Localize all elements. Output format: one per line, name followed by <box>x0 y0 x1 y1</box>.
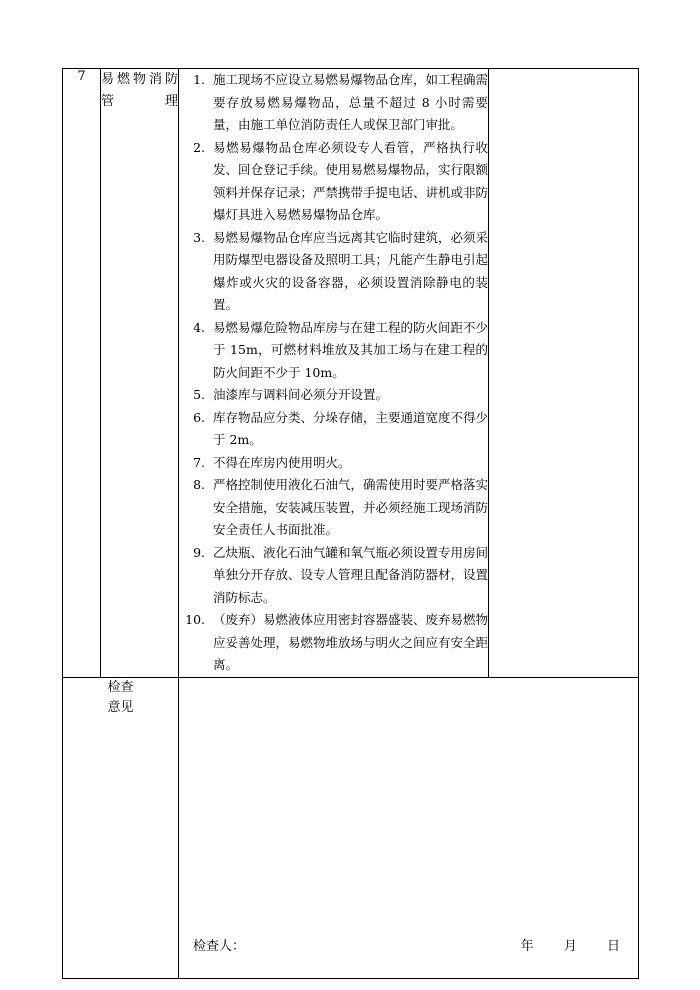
list-item: 7. 不得在库房内使用明火。 <box>209 452 488 475</box>
list-item: 1. 施工现场不应设立易燃易爆物品仓库，如工程确需要存放易燃易爆物品，总量不超过 8 小时需要量，由施工单位消防责任人或保卫部门审批。 <box>209 69 488 137</box>
list-item: 4. 易燃易爆危险物品库房与在建工程的防火间距不少于 15m，可燃材料堆放及其加工场与在建工程的防火间距不少于 10m。 <box>209 317 488 385</box>
clause-list <box>179 69 488 677</box>
row-result-cell[interactable] <box>489 69 639 678</box>
list-item: 2. 易燃易爆物品仓库必须设专人看管，严格执行收发、回仓登记手续。使用易燃易爆物品，实行限额领料并保存记录；严禁携带手提电话、讲机或非防爆灯具进入易燃易爆物品仓库。 <box>209 137 488 227</box>
list-item: 6. 库存物品应分类、分垛存储，主要通道宽度不得少于 2m。 <box>209 407 488 452</box>
inspection-opinion-label-line1: 检查 <box>107 679 134 695</box>
signature-row <box>179 935 638 954</box>
table-row <box>63 69 639 678</box>
row-item-cell <box>101 69 179 678</box>
date-year-label: 年 <box>520 938 534 954</box>
inspection-opinion-label <box>63 677 179 978</box>
inspection-opinion-row <box>63 677 639 978</box>
inspector-label: 检查人： <box>193 938 246 954</box>
inspection-form-table <box>62 68 639 979</box>
inspection-opinion-cell <box>179 677 639 978</box>
row-item-label: 易燃物消防管理 <box>101 72 178 109</box>
date-month-label: 月 <box>563 938 577 954</box>
list-item: 10. （废弃）易燃液体应用密封容器盛装、废弃易燃物应妥善处理，易燃物堆放场与明火之间应有安全距离。 <box>209 609 488 677</box>
row-number-cell: 7 <box>63 69 101 678</box>
inspection-opinion-label-line2: 意见 <box>107 699 134 715</box>
list-item: 8. 严格控制使用液化石油气，确需使用时要严格落实安全措施，安装减压装置，并必须经施工现场消防安全责任人书面批准。 <box>209 474 488 542</box>
list-item: 9. 乙炔瓶、液化石油气罐和氧气瓶必须设置专用房间单独分开存放、设专人管理且配备消防器材，设置消防标志。 <box>209 542 488 610</box>
list-item: 5. 油漆库与调料间必须分开设置。 <box>209 384 488 407</box>
date-day-label: 日 <box>606 938 620 954</box>
row-content-cell <box>179 69 489 678</box>
date-group <box>521 935 620 954</box>
inspection-opinion-body <box>179 678 638 978</box>
list-item: 3. 易燃易爆物品仓库应当远离其它临时建筑，必须采用防爆型电器设备及照明工具；凡能产生静电引起爆炸或火灾的设备容器，必须设置消除静电的装置。 <box>209 227 488 317</box>
